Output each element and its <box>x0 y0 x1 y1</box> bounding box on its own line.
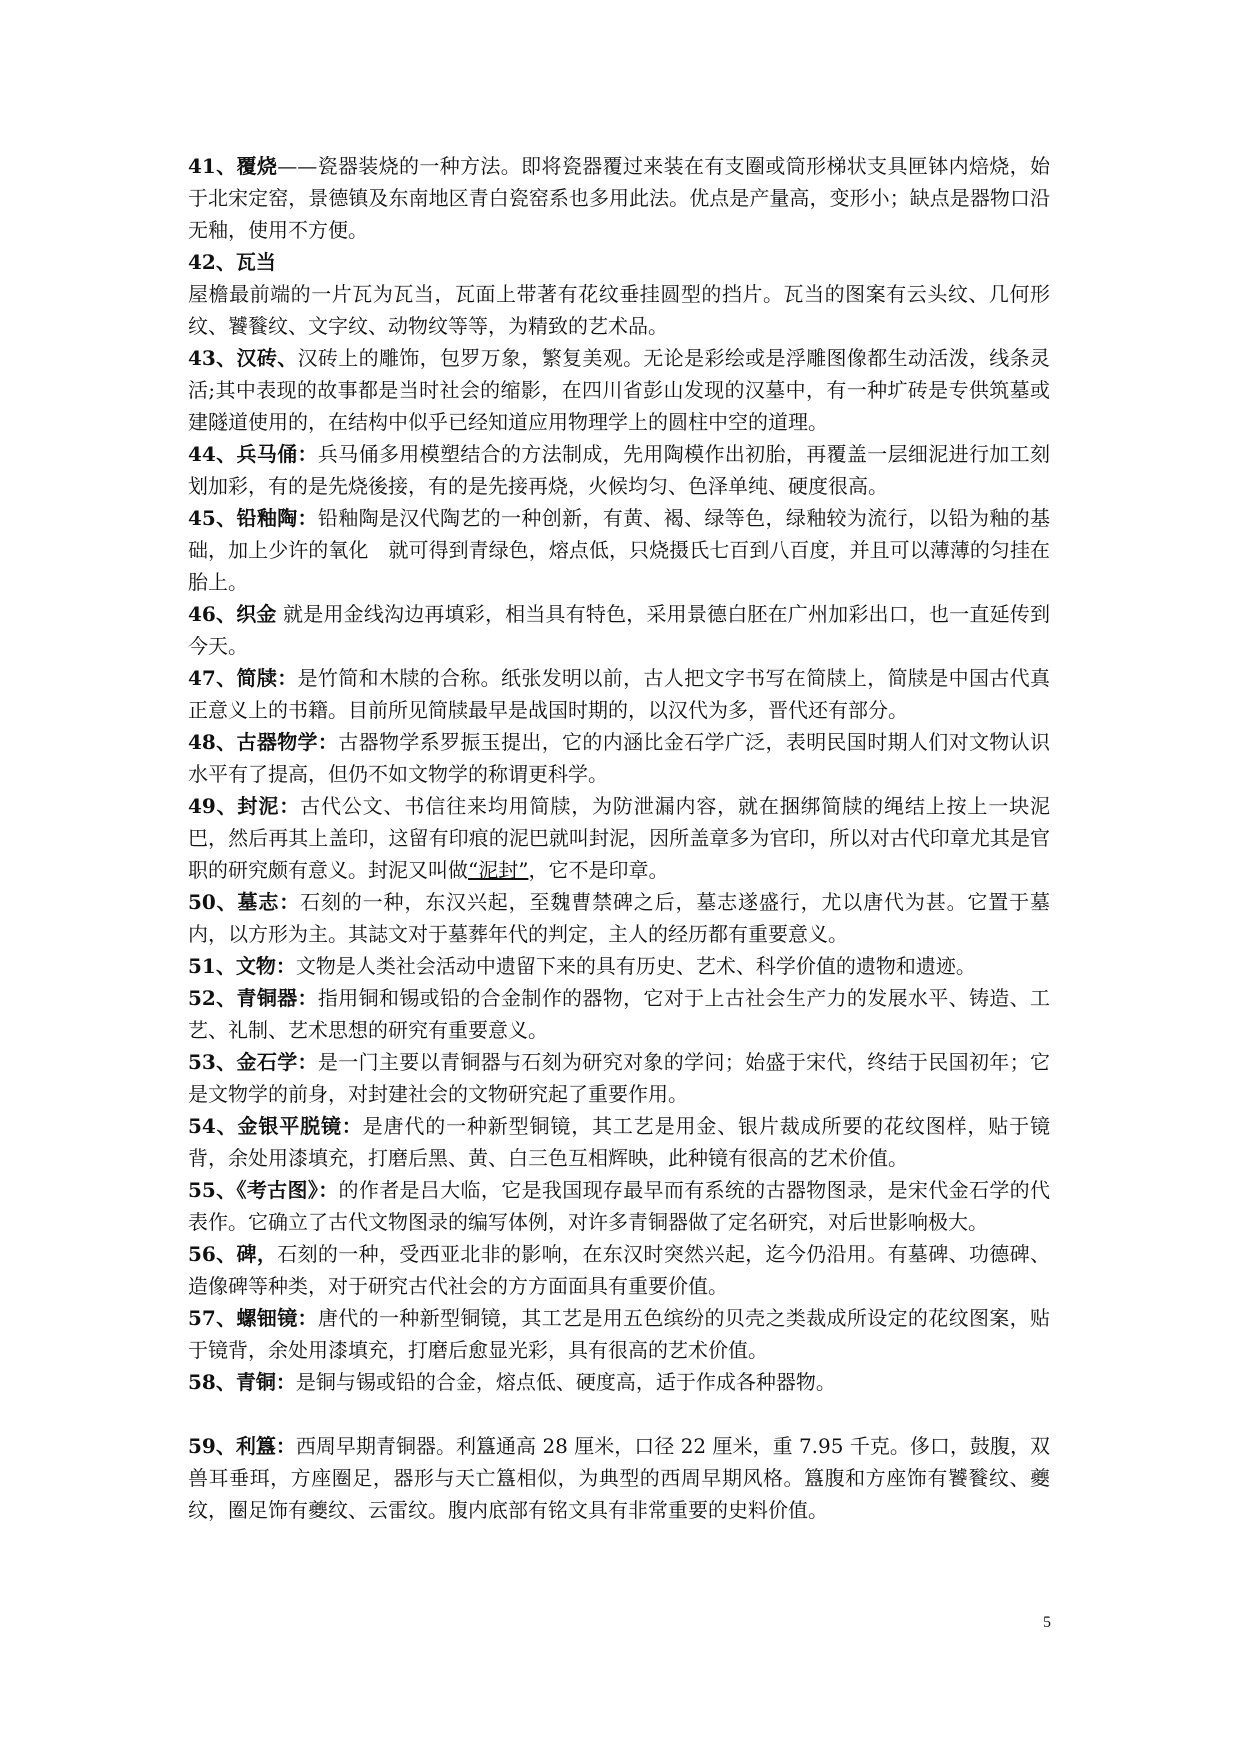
entry-term: 48、古器物学： <box>188 730 339 754</box>
entry-definition: 屋檐最前端的一片瓦为瓦当，瓦面上带著有花纹垂挂圆型的挡片。瓦当的图案有云头纹、几何形纹、饕餮纹、文字纹、动物纹等等，为精致的艺术品。 <box>188 282 1050 338</box>
entry-48 <box>188 726 1050 790</box>
entry-definition: 就是用金线沟边再填彩，相当具有特色，采用景德白胚在广州加彩出口，也一直延传到今天。 <box>188 602 1050 658</box>
entry-definition: 铅釉陶是汉代陶艺的一种创新，有黄、褐、绿等色，绿釉较为流行，以铅为釉的基础，加上少许的氧化 就可得到青绿色，熔点低，只烧摄氏七百到八百度，并且可以薄薄的匀挂在胎上。 <box>188 506 1050 594</box>
entry-51 <box>188 950 1050 982</box>
entry-term: 42、瓦当 <box>188 250 276 274</box>
entry-term: 45、铅釉陶： <box>188 506 318 530</box>
entry-definition-tail: ，它不是印章。 <box>528 858 669 882</box>
entry-definition: 是竹简和木牍的合称。纸张发明以前，古人把文字书写在简牍上，简牍是中国古代真正意义上的书籍。目前所见简牍最早是战国时期的，以汉代为多，晋代还有部分。 <box>188 666 1050 722</box>
entry-59 <box>188 1430 1050 1526</box>
entry-definition: 是唐代的一种新型铜镜，其工艺是用金、银片裁成所要的花纹图样，贴于镜背，余处用漆填充，打磨后黑、黄、白三色互相辉映，此种镜有很高的艺术价值。 <box>188 1114 1050 1170</box>
entry-definition: 古代公文、书信往来均用简牍，为防泄漏内容，就在捆绑简牍的绳结上按上一块泥巴，然后再其上盖印，这留有印痕的泥巴就叫封泥，因所盖章多为官印，所以对古代印章尤其是官职的研究颇有意义。封泥又叫做 <box>188 794 1050 882</box>
entry-42-definition <box>188 278 1050 342</box>
entry-term: 59、利簋： <box>188 1434 296 1458</box>
entry-term: 44、兵马俑： <box>188 442 318 466</box>
entry-definition: 西周早期青铜器。利簋通高 28 厘米，口径 22 厘米，重 7.95 千克。侈口，鼓腹，双兽耳垂珥，方座圈足，器形与天亡簋相似，为典型的西周早期风格。簋腹和方座饰有饕餮纹、夔纹，圈足饰有夔纹、云雷纹。腹内底部有铭文具有非常重要的史料价值。 <box>188 1434 1050 1522</box>
entry-56 <box>188 1238 1050 1302</box>
entry-43 <box>188 342 1050 438</box>
entry-46 <box>188 598 1050 662</box>
underlined-term: “泥封” <box>468 858 529 882</box>
entry-49 <box>188 790 1050 886</box>
entry-term: 43、汉砖、 <box>188 346 298 370</box>
glossary-body <box>188 150 1050 1526</box>
entry-term: 41、覆烧 <box>188 154 278 178</box>
entry-52 <box>188 982 1050 1046</box>
entry-term: 53、金石学： <box>188 1050 318 1074</box>
entry-definition: 汉砖上的雕饰，包罗万象，繁复美观。无论是彩绘或是浮雕图像都生动活泼，线条灵活;其中表现的故事都是当时社会的缩影，在四川省彭山发现的汉墓中，有一种圹砖是专供筑墓或建隧道使用的，在结构中似乎已经知道应用物理学上的圆柱中空的道理。 <box>188 346 1050 434</box>
entry-55 <box>188 1174 1050 1238</box>
entry-definition: 石刻的一种，东汉兴起，至魏曹禁碑之后，墓志遂盛行，尤以唐代为甚。它置于墓内，以方形为主。其誌文对于墓葬年代的判定，主人的经历都有重要意义。 <box>188 890 1050 946</box>
entry-definition: 是铜与锡或铅的合金，熔点低、硬度高，适于作成各种器物。 <box>295 1370 836 1394</box>
entry-45 <box>188 502 1050 598</box>
entry-definition: 石刻的一种，受西亚北非的影响，在东汉时突然兴起，迄今仍沿用。有墓碑、功德碑、造像碑等种类，对于研究古代社会的方方面面具有重要价值。 <box>188 1242 1050 1298</box>
entry-53 <box>188 1046 1050 1110</box>
entry-47 <box>188 662 1050 726</box>
entry-definition: ——瓷器装烧的一种方法。即将瓷器覆过来装在有支圈或筒形梯状支具匣钵内焙烧，始于北宋定窑，景德镇及东南地区青白瓷窑系也多用此法。优点是产量高，变形小；缺点是器物口沿无釉，使用不方便。 <box>188 154 1050 242</box>
entry-50 <box>188 886 1050 950</box>
entry-54 <box>188 1110 1050 1174</box>
entry-definition: 是一门主要以青铜器与石刻为研究对象的学问；始盛于宋代，终结于民国初年；它是文物学的前身，对封建社会的文物研究起了重要作用。 <box>188 1050 1050 1106</box>
entry-term: 57、螺钿镜： <box>188 1306 318 1330</box>
entry-term: 56、碑， <box>188 1242 278 1266</box>
entry-definition: 古器物学系罗振玉提出，它的内涵比金石学广泛，表明民国时期人们对文物认识水平有了提高，但仍不如文物学的称谓更科学。 <box>188 730 1050 786</box>
entry-term: 47、简牍： <box>188 666 298 690</box>
entry-42 <box>188 246 1050 278</box>
entry-term: 58、青铜： <box>188 1370 296 1394</box>
entry-definition: 兵马俑多用模塑结合的方法制成，先用陶模作出初胎，再覆盖一层细泥进行加工刻划加彩，有的是先烧後接，有的是先接再烧，火候均匀、色泽单纯、硬度很高。 <box>188 442 1050 498</box>
entry-term: 50、墓志： <box>188 890 301 914</box>
entry-definition: 文物是人类社会活动中遗留下来的具有历史、艺术、科学价值的遗物和遗迹。 <box>295 954 976 978</box>
entry-57 <box>188 1302 1050 1366</box>
entry-term: 49、封泥： <box>188 794 301 818</box>
entry-term: 55、《考古图》： <box>188 1178 339 1202</box>
entry-term: 51、文物： <box>188 954 296 978</box>
entry-term: 54、金银平脱镜： <box>188 1114 363 1138</box>
entry-44 <box>188 438 1050 502</box>
entry-58 <box>188 1366 1050 1398</box>
entry-definition: 唐代的一种新型铜镜，其工艺是用五色缤纷的贝壳之类裁成所设定的花纹图案，贴于镜背，余处用漆填充，打磨后愈显光彩，具有很高的艺术价值。 <box>188 1306 1050 1362</box>
entry-41 <box>188 150 1050 246</box>
entry-term: 52、青铜器： <box>188 986 318 1010</box>
page-number: 5 <box>1043 1614 1051 1631</box>
entry-definition: 的作者是吕大临，它是我国现存最早而有系统的古器物图录，是宋代金石学的代表作。它确立了古代文物图录的编写体例，对许多青铜器做了定名研究，对后世影响极大。 <box>188 1178 1050 1234</box>
entry-term: 46、织金 <box>188 602 277 626</box>
entry-definition: 指用铜和锡或铅的合金制作的器物，它对于上古社会生产力的发展水平、铸造、工艺、礼制、艺术思想的研究有重要意义。 <box>188 986 1050 1042</box>
